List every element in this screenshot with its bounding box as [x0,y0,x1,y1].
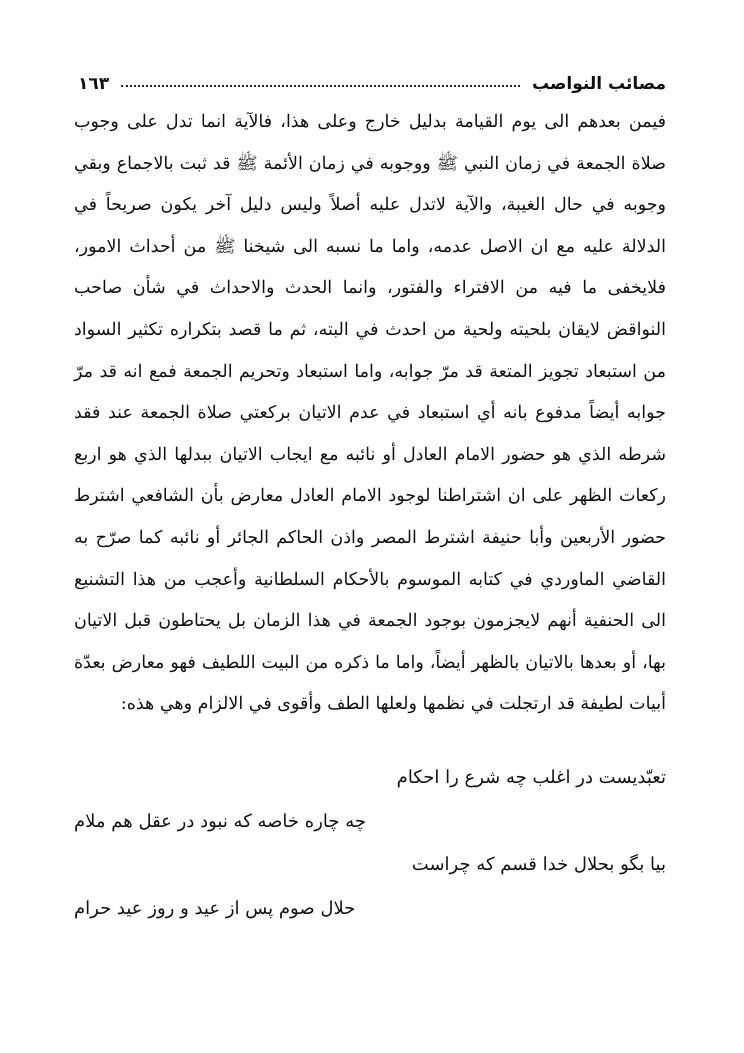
poem-hemistich-first: بيا بگو بحلال خدا قسم كه چراست [411,854,666,875]
body-paragraph: فيمن بعدهم الى يوم القيامة بدليل خارج وعلى هذا، فالآية انما تدل على وجوب صلاة الجمعة في زمان النبي ﷺ ووجوبه في زمان الأئمة ﷺ قد ثبت بالاجماع وبقي وجوبه في حال الغيبة، والآية لاتدل عليه أصلاً وليس دليل آخر يكون صريحاً في الدلالة عليه مع ان الاصل عدمه، واما ما نسبه الى شيخنا ﷺ من أحداث الامور، فلايخفى ما فيه من الافتراء والفتور، وانما الحدث والاحداث في شأن صاحب النواقض لايقان بلحيته ولحية من احدث في البته، ثم ما قصد بتكراره تكثير السواد من استبعاد تجويز المتعة قد مرّ جوابه، واما استبعاد وتحريم الجمعة فمع انه قد مرّ جوابه أيضاً مدفوع بانه أي استبعاد في عدم الاتيان بركعتي صلاة الجمعة عند فقد شرطه الذي هو حضور الامام العادل أو نائبه مع ايجاب الاتيان ببدلها الذي هو اربع ركعات الظهر على ان اشتراطنا لوجود الامام العادل معارض بأن الشافعي اشترط حضور الأربعين وأبا حنيفة اشترط المصر واذن الحاكم الجائر أو نائبه كما صرّح به القاضي الماوردي في كتابه الموسوم بالأحكام السلطانية وأعجب من هذا التشنيع الى الحنفية أنهم لايجزمون بوجود الجمعة في هذا الزمان بل يحتاطون قبل الاتيان بها، أو بعدها بالاتيان بالظهر أيضاً، واما ما ذكره من البيت اللطيف فهو معارض بعدّة أبيات لطيفة قد ارتجلت في نظمها ولعلها الطف وأقوى في الالزام وهي هذه: [74,112,666,715]
body-text [74,102,666,726]
header-dot-leader [121,84,520,87]
poem-hemistich-second: حلال صوم پس از عيد و روز عيد حرام [74,898,356,919]
poem-hemistich-second: چه چاره خاصه كه نبود در عقل هم ملام [74,811,366,832]
page-number: ١٦٣ [78,74,110,94]
poem [74,767,666,941]
poem-verse [74,767,666,854]
poem-verse [74,854,666,941]
running-header [78,58,666,94]
book-title: مصائب النواصب [531,74,666,94]
poem-hemistich-first: تعبّديست در اغلب چه شرع را احكام [396,767,666,788]
